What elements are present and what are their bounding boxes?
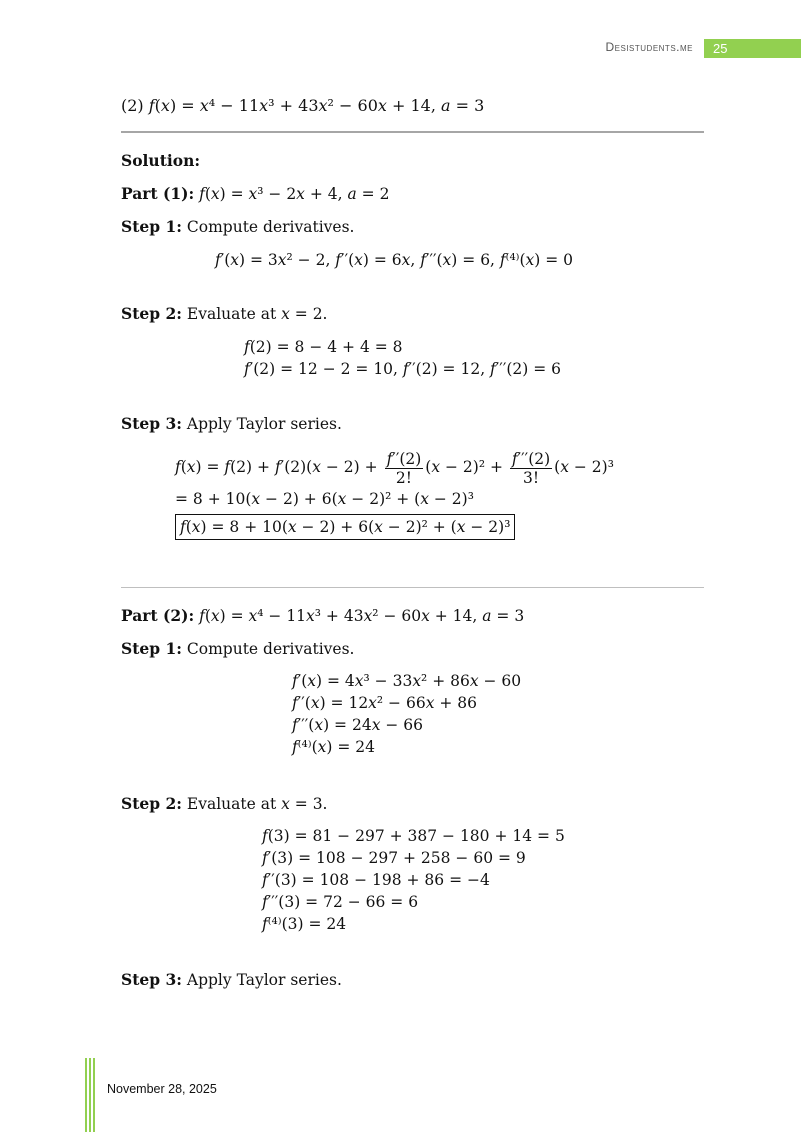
taylor-boxed-result: 𝑓(𝑥) = 8 + 10(𝑥 − 2) + 6(𝑥 − 2)² + (𝑥 − 2)³ — [175, 514, 515, 540]
part2-step2-text: Evaluate at 𝑥 = 3. — [181, 795, 328, 813]
frac2-numerator: 𝑓′′′(2) — [511, 449, 551, 468]
taylor-general-formula — [175, 446, 614, 488]
part1-label: Part (1): — [121, 184, 195, 203]
part2-derivative-line: 𝑓⁽⁴⁾(𝑥) = 24 — [292, 738, 375, 756]
part2-step1-label: Step 1: — [121, 639, 182, 658]
part1-derivatives: 𝑓′(𝑥) = 3𝑥² − 2, 𝑓′′(𝑥) = 6𝑥, 𝑓′′′(𝑥) = 6, 𝑓⁽⁴⁾(𝑥) = 0 — [215, 251, 574, 269]
part2-label: Part (2): — [121, 606, 195, 625]
part1-step3-label: Step 3: — [121, 414, 182, 433]
taylor-tail: (𝑥 − 2)³ — [554, 458, 614, 476]
part1-step2-text: Evaluate at 𝑥 = 2. — [181, 305, 328, 323]
part2-eval-line: 𝑓′(3) = 108 − 297 + 258 − 60 = 9 — [262, 849, 526, 867]
part2-eval-line: 𝑓⁽⁴⁾(3) = 24 — [262, 915, 347, 933]
part2-derivative-line: 𝑓′′′(𝑥) = 24𝑥 − 66 — [292, 716, 424, 734]
part2-statement — [121, 606, 524, 625]
problem-2-statement: (2) 𝑓(𝑥) = 𝑥⁴ − 11𝑥³ + 43𝑥² − 60𝑥 + 14, 𝑎 = 3 — [121, 96, 485, 115]
part2-derivative-line: 𝑓′′(𝑥) = 12𝑥² − 66𝑥 + 86 — [292, 694, 478, 712]
solution-heading: Solution: — [121, 151, 201, 170]
taylor-lhs: 𝑓(𝑥) = 𝑓(2) + 𝑓′(2)(𝑥 − 2) + — [175, 458, 378, 476]
part1-step3 — [121, 414, 342, 433]
frac2-denominator: 3! — [522, 468, 540, 487]
frac1-numerator: 𝑓′′(2) — [386, 449, 422, 468]
taylor-fraction-1 — [385, 450, 424, 487]
part1-step2 — [121, 304, 328, 323]
taylor-fraction-2 — [510, 450, 552, 487]
taylor-mid: (𝑥 − 2)² + — [425, 458, 503, 476]
header-site-name: Desistudents.me — [605, 40, 693, 54]
frac1-denominator: 2! — [395, 468, 412, 487]
part2-step1-text: Compute derivatives. — [181, 640, 355, 658]
part2-step3-label: Step 3: — [121, 970, 182, 989]
part2-eval-line: 𝑓′′′(3) = 72 − 66 = 6 — [262, 893, 419, 911]
part2-step3-text: Apply Taylor series. — [181, 971, 342, 989]
part2-eval-line: 𝑓(3) = 81 − 297 + 387 − 180 + 14 = 5 — [262, 827, 565, 845]
part1-statement — [121, 184, 389, 203]
part1-step1 — [121, 217, 354, 236]
part1-step3-text: Apply Taylor series. — [181, 415, 342, 433]
divider-middle — [121, 587, 704, 588]
part2-step1 — [121, 639, 354, 658]
divider-top — [121, 131, 704, 133]
part2-function: 𝑓(𝑥) = 𝑥⁴ − 11𝑥³ + 43𝑥² − 60𝑥 + 14, 𝑎 = 3 — [194, 607, 525, 625]
part2-step2 — [121, 794, 328, 813]
part2-step2-label: Step 2: — [121, 794, 182, 813]
part1-step1-text: Compute derivatives. — [181, 218, 355, 236]
footer-accent-bars — [85, 1058, 95, 1132]
part1-step1-label: Step 1: — [121, 217, 182, 236]
part2-step3 — [121, 970, 342, 989]
taylor-expansion-line: = 8 + 10(𝑥 − 2) + 6(𝑥 − 2)² + (𝑥 − 2)³ — [175, 490, 474, 508]
page-number: 25 — [704, 39, 801, 58]
part2-eval-line: 𝑓′′(3) = 108 − 198 + 86 = −4 — [262, 871, 490, 889]
part1-eval-line: 𝑓′(2) = 12 − 2 = 10, 𝑓′′(2) = 12, 𝑓′′′(2) = 6 — [244, 360, 562, 378]
part2-derivative-line: 𝑓′(𝑥) = 4𝑥³ − 33𝑥² + 86𝑥 − 60 — [292, 672, 522, 690]
footer-date: November 28, 2025 — [107, 1082, 217, 1096]
part1-eval-line: 𝑓(2) = 8 − 4 + 4 = 8 — [244, 338, 403, 356]
part1-function: 𝑓(𝑥) = 𝑥³ − 2𝑥 + 4, 𝑎 = 2 — [194, 185, 390, 203]
part1-step2-label: Step 2: — [121, 304, 182, 323]
